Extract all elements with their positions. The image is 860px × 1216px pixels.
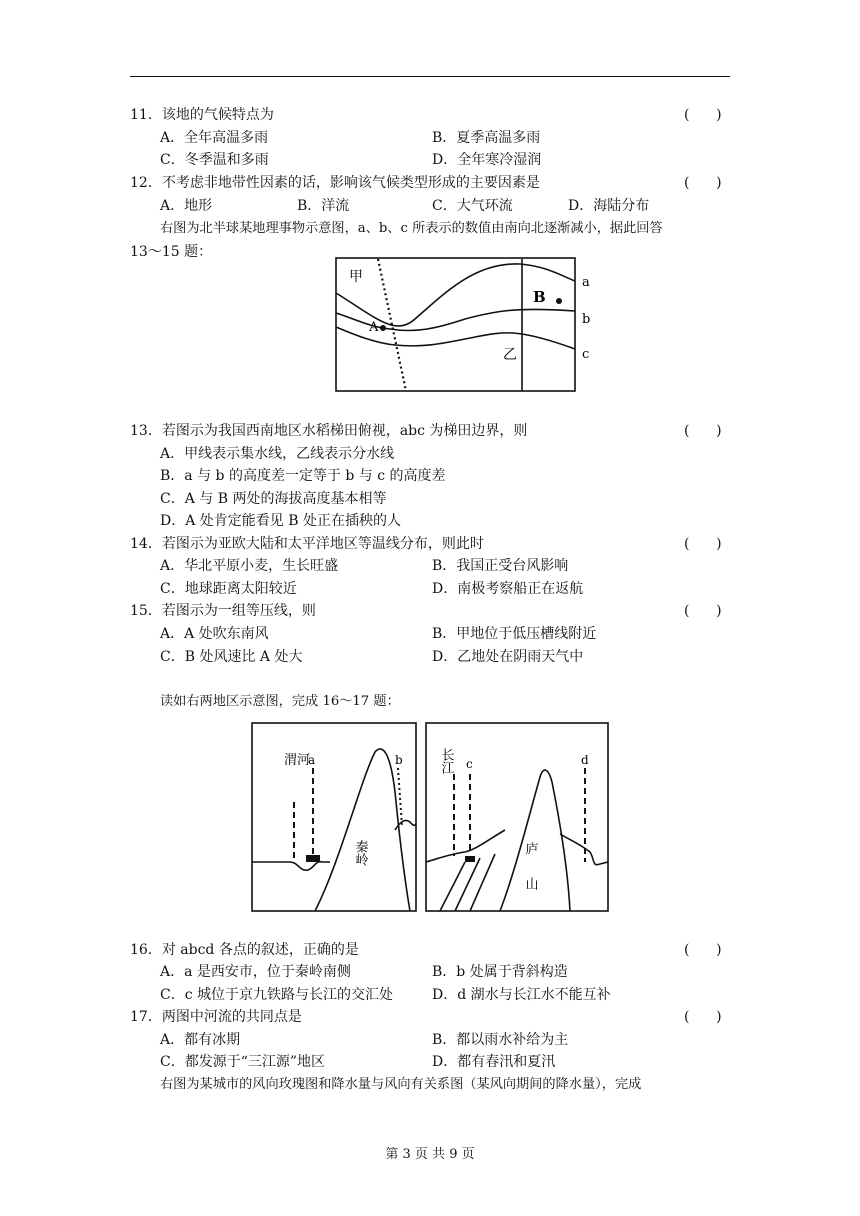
q15-option-b: B．甲地位于低压槽线附近 [432,626,597,642]
label-a: a [582,275,590,290]
q13-answer-paren[interactable]: ( ) [684,423,722,439]
q13-option-d: D．A 处肯定能看见 B 处正在插秧的人 [160,513,401,529]
q11-answer-paren[interactable]: ( ) [684,107,722,123]
q11-option-b: B．夏季高温多雨 [432,130,541,146]
q14-stem: 14．若图示为亚欧大陆和太平洋地区等温线分布，则此时 [130,536,484,552]
q12-option-d: D．海陆分布 [568,198,650,214]
point-A-dot [380,325,386,331]
q15-stem: 15．若图示为一组等压线，则 [130,603,316,619]
q14-option-d: D．南极考察船正在返航 [432,581,584,597]
label-changjiang: 长江 [438,748,454,774]
q17-answer-paren[interactable]: ( ) [684,1009,722,1025]
label-qinling: 秦岭 [352,840,368,866]
q13-option-b: B．a 与 b 的高度差一定等于 b 与 c 的高度差 [160,468,446,484]
point-b-line [398,768,402,826]
q12-option-c: C．大气环流 [432,198,513,214]
q11-option-a: A．全年高温多雨 [160,130,269,146]
q11-option-d: D．全年寒冷湿润 [432,152,542,168]
intro-18: 右图为某城市的风向玫瑰图和降水量与风向有关系图（某风向期间的降水量），完成 [160,1077,642,1092]
q12-option-a: A．地形 [160,198,213,214]
header-rule [130,76,730,77]
q14-option-c: C．地球距离太阳较近 [160,581,297,597]
q12-answer-paren[interactable]: ( ) [684,175,722,191]
q15-option-a: A．A 处吹东南风 [160,626,269,642]
q16-answer-paren[interactable]: ( ) [684,942,722,958]
q17-option-a: A．都有冰期 [160,1032,241,1048]
intro-13-15-line1: 右图为北半球某地理事物示意图，a、b、c 所表示的数值由南向北逐渐减小，据此回答 [160,221,663,236]
q11-stem: 11．该地的气候特点为 [130,107,274,123]
q12-option-b: B．洋流 [297,198,350,214]
q11-option-c: C．冬季温和多雨 [160,152,269,168]
page-footer: 第 3 页 共 9 页 [385,1147,475,1162]
city-a-block [306,855,320,862]
label-point-a: a [308,753,316,767]
rock-strata [440,854,495,911]
q16-option-a: A．a 是西安市，位于秦岭南侧 [160,964,351,980]
q15-option-c: C．B 处风速比 A 处大 [160,649,303,665]
label-point-c: c [466,757,473,771]
q17-stem: 17．两图中河流的共同点是 [130,1009,302,1025]
label-b: b [582,312,591,327]
q16-stem: 16．对 abcd 各点的叙述，正确的是 [130,942,359,958]
label-B: B [533,288,546,306]
left-panel-frame [252,723,416,911]
label-wei: 渭河 [284,753,311,768]
label-yi: 乙 [503,347,517,363]
q13-option-a: A．甲线表示集水线，乙线表示分水线 [160,446,395,462]
figure-isoline-diagram [335,257,595,393]
label-lushan: 庐山 [522,842,538,912]
q14-option-a: A．华北平原小麦，生长旺盛 [160,558,339,574]
q16-option-c: C．c 城位于京九铁路与长江的交汇处 [160,987,394,1003]
label-point-d: d [581,753,589,767]
left-ground [252,862,330,871]
q17-option-b: B．都以雨水补给为主 [432,1032,569,1048]
q15-answer-paren[interactable]: ( ) [684,603,722,619]
q17-option-c: C．都发源于“三江源”地区 [160,1054,326,1070]
label-point-b: b [395,753,403,767]
q14-answer-paren[interactable]: ( ) [684,536,722,552]
city-c-block [465,856,475,862]
q12-stem: 12．不考虑非地带性因素的话，影响该气候类型形成的主要因素是 [130,175,540,191]
intro-13-15-line2: 13～15 题： [130,244,213,260]
label-c: c [582,347,590,362]
label-A: A [369,320,379,335]
label-jia: 甲 [349,269,363,285]
intro-16-17: 读如右两地区示意图，完成 16～17 题： [160,694,400,709]
q14-option-b: B．我国正受台风影响 [432,558,569,574]
q13-stem: 13．若图示为我国西南地区水稻梯田俯视，abc 为梯田边界，则 [130,423,528,439]
q16-option-b: B．b 处属于背斜构造 [432,964,568,980]
q17-option-d: D．都有春汛和夏汛 [432,1054,556,1070]
point-B-dot [556,298,562,304]
q13-option-c: C．A 与 B 两处的海拔高度基本相等 [160,491,387,507]
figure-two-regions [250,722,610,914]
q16-option-d: D．d 湖水与长江水不能互补 [432,987,611,1003]
q15-option-d: D．乙地处在阴雨天气中 [432,649,584,665]
